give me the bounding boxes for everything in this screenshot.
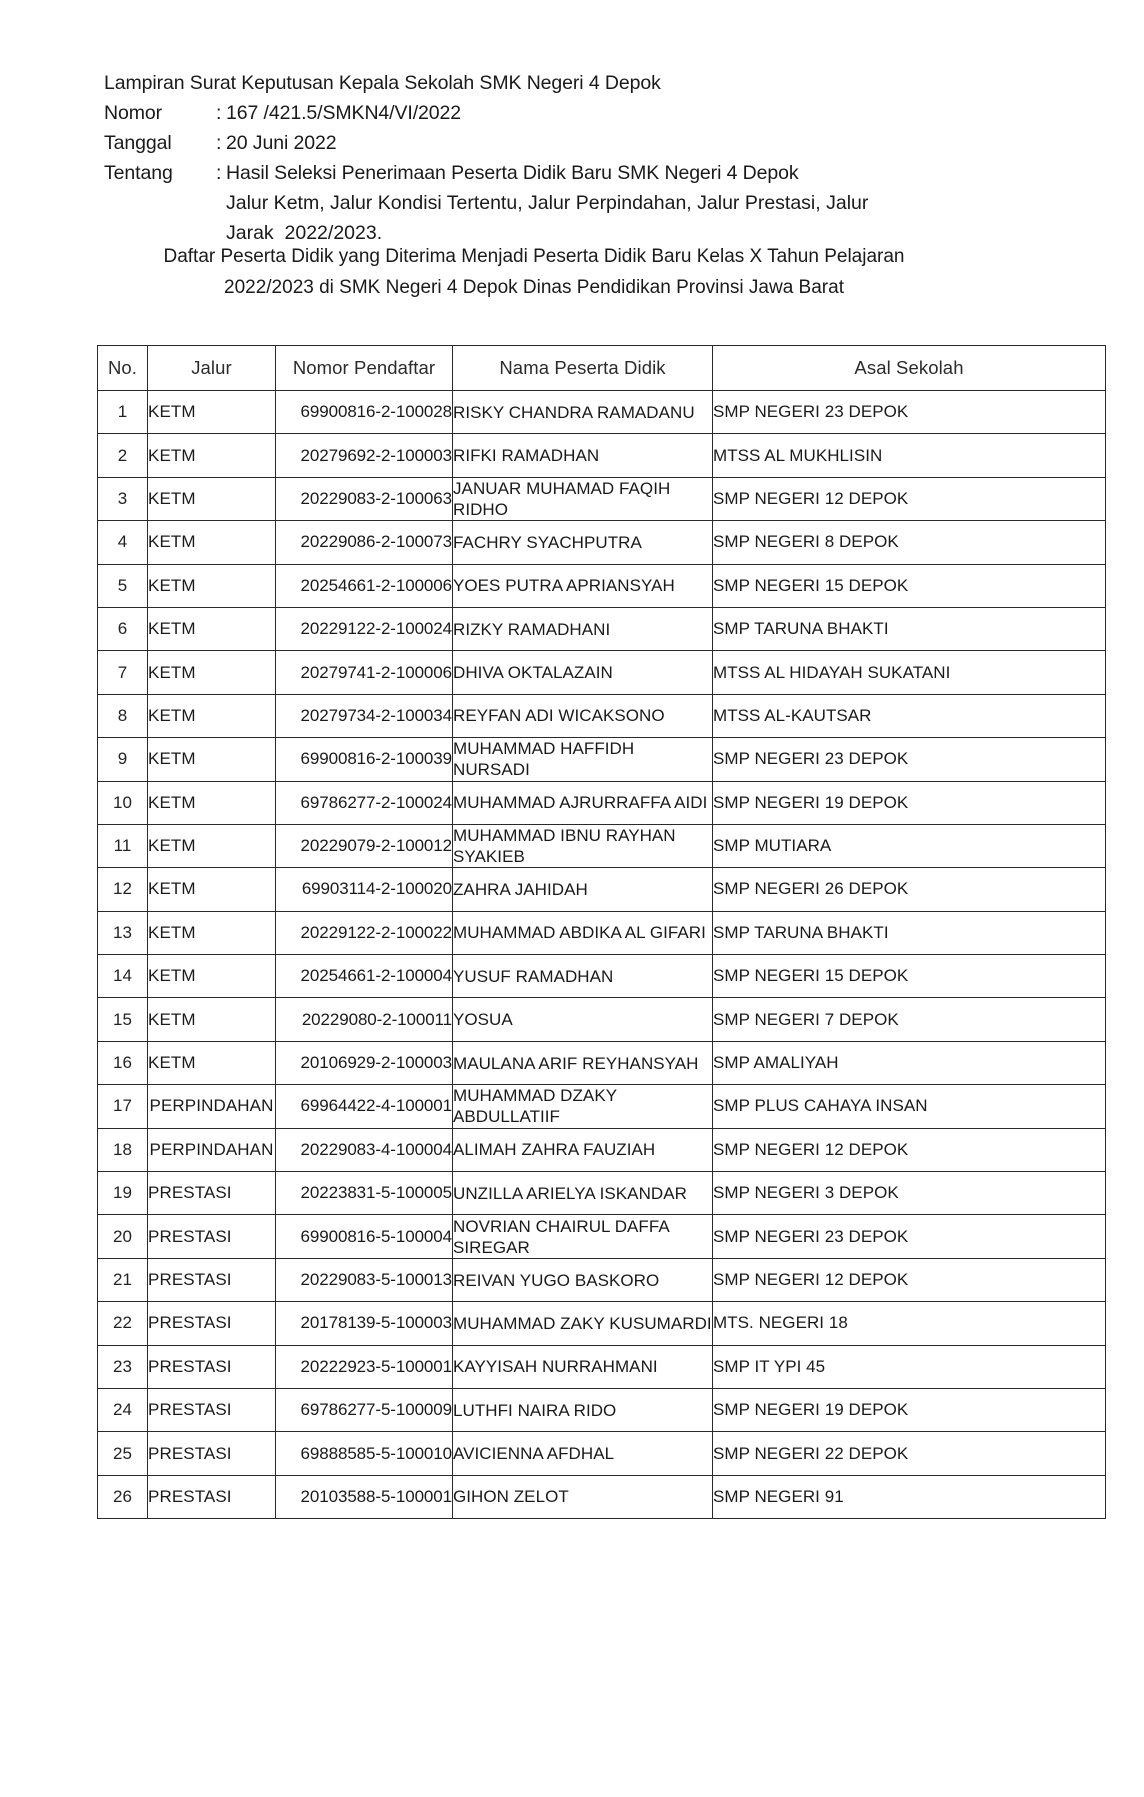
- table-row[interactable]: [98, 1085, 1106, 1128]
- cell-jalur: PRESTASI: [148, 1432, 276, 1475]
- cell-nomor-pendaftar: 20229080-2-100011: [276, 998, 453, 1041]
- cell-jalur: PRESTASI: [148, 1172, 276, 1215]
- cell-asal-sekolah: SMP NEGERI 23 DEPOK: [713, 738, 1106, 781]
- table-row[interactable]: [98, 651, 1106, 694]
- cell-nama-peserta-didik: REIVAN YUGO BASKORO: [453, 1258, 713, 1301]
- table-row[interactable]: [98, 911, 1106, 954]
- cell-nama-peserta-didik: MUHAMMAD IBNU RAYHAN SYAKIEB: [453, 824, 713, 867]
- cell-jalur: PRESTASI: [148, 1475, 276, 1518]
- cell-nomor-pendaftar: 20229083-4-100004: [276, 1128, 453, 1171]
- cell-no: 10: [98, 781, 148, 824]
- cell-nama-peserta-didik: RIFKI RAMADHAN: [453, 434, 713, 477]
- letterhead-label-tanggal: Tanggal: [104, 132, 172, 154]
- table-row[interactable]: [98, 868, 1106, 911]
- table-row[interactable]: [98, 391, 1106, 434]
- cell-no: 6: [98, 607, 148, 650]
- table-row[interactable]: [98, 1128, 1106, 1171]
- cell-asal-sekolah: SMP NEGERI 23 DEPOK: [713, 1215, 1106, 1258]
- cell-jalur: KETM: [148, 564, 276, 607]
- column-header-asal-sekolah: Asal Sekolah: [713, 346, 1106, 391]
- table-row[interactable]: [98, 1172, 1106, 1215]
- letterhead-row-tentang: [104, 158, 1004, 188]
- table-row[interactable]: [98, 1475, 1106, 1518]
- column-header-jalur: Jalur: [148, 346, 276, 391]
- cell-no: 22: [98, 1302, 148, 1345]
- cell-nomor-pendaftar: 20103588-5-100001: [276, 1475, 453, 1518]
- letterhead-colon-tentang: :: [216, 162, 222, 184]
- letterhead-label-nomor: Nomor: [104, 102, 163, 124]
- cell-no: 20: [98, 1215, 148, 1258]
- table-row[interactable]: [98, 477, 1106, 520]
- table-header: [98, 346, 1106, 391]
- cell-no: 19: [98, 1172, 148, 1215]
- table-row[interactable]: [98, 521, 1106, 564]
- cell-nomor-pendaftar: 20254661-2-100006: [276, 564, 453, 607]
- cell-nomor-pendaftar: 69900816-2-100039: [276, 738, 453, 781]
- cell-asal-sekolah: SMP NEGERI 12 DEPOK: [713, 1128, 1106, 1171]
- cell-jalur: KETM: [148, 694, 276, 737]
- cell-no: 17: [98, 1085, 148, 1128]
- column-header-nomor-pendaftar: Nomor Pendaftar: [276, 346, 453, 391]
- cell-nomor-pendaftar: 20222923-5-100001: [276, 1345, 453, 1388]
- cell-asal-sekolah: SMP NEGERI 22 DEPOK: [713, 1432, 1106, 1475]
- cell-jalur: KETM: [148, 738, 276, 781]
- cell-asal-sekolah: SMP MUTIARA: [713, 824, 1106, 867]
- cell-no: 12: [98, 868, 148, 911]
- letterhead-value-tentang: Hasil Seleksi Penerimaan Peserta Didik Baru SMK Negeri 4 Depok: [226, 162, 799, 184]
- cell-no: 23: [98, 1345, 148, 1388]
- cell-asal-sekolah: SMP NEGERI 26 DEPOK: [713, 868, 1106, 911]
- table-row[interactable]: [98, 607, 1106, 650]
- cell-jalur: PRESTASI: [148, 1302, 276, 1345]
- cell-no: 21: [98, 1258, 148, 1301]
- letterhead-colon-nomor: :: [216, 102, 222, 124]
- cell-nama-peserta-didik: MUHAMMAD DZAKY ABDULLATIIF: [453, 1085, 713, 1128]
- cell-nomor-pendaftar: 69888585-5-100010: [276, 1432, 453, 1475]
- letterhead-value-tanggal: 20 Juni 2022: [226, 132, 337, 154]
- table-row[interactable]: [98, 1041, 1106, 1084]
- cell-asal-sekolah: SMP NEGERI 12 DEPOK: [713, 1258, 1106, 1301]
- cell-nama-peserta-didik: GIHON ZELOT: [453, 1475, 713, 1518]
- cell-jalur: PRESTASI: [148, 1258, 276, 1301]
- cell-nomor-pendaftar: 20279734-2-100034: [276, 694, 453, 737]
- table-row[interactable]: [98, 955, 1106, 998]
- cell-nomor-pendaftar: 20229086-2-100073: [276, 521, 453, 564]
- cell-asal-sekolah: MTSS AL-KAUTSAR: [713, 694, 1106, 737]
- cell-nama-peserta-didik: FACHRY SYACHPUTRA: [453, 521, 713, 564]
- cell-jalur: KETM: [148, 607, 276, 650]
- cell-jalur: KETM: [148, 521, 276, 564]
- cell-asal-sekolah: MTSS AL HIDAYAH SUKATANI: [713, 651, 1106, 694]
- table-header-row: [98, 346, 1106, 391]
- cell-no: 26: [98, 1475, 148, 1518]
- cell-nomor-pendaftar: 20229083-5-100013: [276, 1258, 453, 1301]
- cell-jalur: KETM: [148, 781, 276, 824]
- cell-asal-sekolah: SMP NEGERI 23 DEPOK: [713, 391, 1106, 434]
- table-row[interactable]: [98, 824, 1106, 867]
- cell-jalur: KETM: [148, 651, 276, 694]
- cell-nomor-pendaftar: 69900816-5-100004: [276, 1215, 453, 1258]
- cell-nama-peserta-didik: AVICIENNA AFDHAL: [453, 1432, 713, 1475]
- table-row[interactable]: [98, 434, 1106, 477]
- column-header-no: No.: [98, 346, 148, 391]
- table-row[interactable]: [98, 1258, 1106, 1301]
- letterhead-continuation-line-1: Jalur Ketm, Jalur Kondisi Tertentu, Jalur Perpindahan, Jalur Prestasi, Jalur: [226, 192, 869, 214]
- cell-nama-peserta-didik: MAULANA ARIF REYHANSYAH: [453, 1041, 713, 1084]
- cell-nomor-pendaftar: 20229079-2-100012: [276, 824, 453, 867]
- letterhead-label-tentang: Tentang: [104, 162, 173, 184]
- cell-nama-peserta-didik: RISKY CHANDRA RAMADANU: [453, 391, 713, 434]
- cell-nomor-pendaftar: 20279692-2-100003: [276, 434, 453, 477]
- table-row[interactable]: [98, 781, 1106, 824]
- cell-nama-peserta-didik: UNZILLA ARIELYA ISKANDAR: [453, 1172, 713, 1215]
- cell-nama-peserta-didik: RIZKY RAMADHANI: [453, 607, 713, 650]
- cell-nama-peserta-didik: LUTHFI NAIRA RIDO: [453, 1388, 713, 1431]
- cell-no: 14: [98, 955, 148, 998]
- cell-no: 9: [98, 738, 148, 781]
- cell-asal-sekolah: SMP TARUNA BHAKTI: [713, 911, 1106, 954]
- table-row[interactable]: [98, 694, 1106, 737]
- table-body: [98, 391, 1106, 1519]
- table-row[interactable]: [98, 564, 1106, 607]
- letterhead-row-nomor: [104, 98, 1004, 128]
- cell-jalur: PRESTASI: [148, 1215, 276, 1258]
- cell-asal-sekolah: SMP NEGERI 15 DEPOK: [713, 955, 1106, 998]
- table-row[interactable]: [98, 1388, 1106, 1431]
- cell-nomor-pendaftar: 20254661-2-100004: [276, 955, 453, 998]
- cell-asal-sekolah: SMP NEGERI 91: [713, 1475, 1106, 1518]
- cell-no: 8: [98, 694, 148, 737]
- cell-nama-peserta-didik: MUHAMMAD HAFFIDH NURSADI: [453, 738, 713, 781]
- cell-asal-sekolah: MTSS AL MUKHLISIN: [713, 434, 1106, 477]
- cell-nomor-pendaftar: 20178139-5-100003: [276, 1302, 453, 1345]
- cell-no: 11: [98, 824, 148, 867]
- cell-asal-sekolah: SMP NEGERI 8 DEPOK: [713, 521, 1106, 564]
- cell-asal-sekolah: SMP NEGERI 19 DEPOK: [713, 1388, 1106, 1431]
- letterhead-value-nomor: 167 /421.5/SMKN4/VI/2022: [226, 102, 462, 124]
- letterhead-row-tanggal: [104, 128, 1004, 158]
- cell-jalur: PRESTASI: [148, 1345, 276, 1388]
- cell-no: 13: [98, 911, 148, 954]
- cell-nomor-pendaftar: 20279741-2-100006: [276, 651, 453, 694]
- table-row[interactable]: [98, 1432, 1106, 1475]
- cell-asal-sekolah: SMP TARUNA BHAKTI: [713, 607, 1106, 650]
- cell-nomor-pendaftar: 20223831-5-100005: [276, 1172, 453, 1215]
- table-row[interactable]: [98, 1215, 1106, 1258]
- cell-no: 1: [98, 391, 148, 434]
- cell-asal-sekolah: SMP AMALIYAH: [713, 1041, 1106, 1084]
- cell-jalur: KETM: [148, 477, 276, 520]
- letterhead-continuation-line-2: Jarak 2022/2023.: [226, 222, 383, 244]
- cell-no: 2: [98, 434, 148, 477]
- cell-nama-peserta-didik: YOSUA: [453, 998, 713, 1041]
- cell-no: 25: [98, 1432, 148, 1475]
- cell-nama-peserta-didik: JANUAR MUHAMAD FAQIH RIDHO: [453, 477, 713, 520]
- caption-line-1: Daftar Peserta Didik yang Diterima Menjadi Peserta Didik Baru Kelas X Tahun Pelajaran: [163, 246, 905, 267]
- cell-asal-sekolah: MTS. NEGERI 18: [713, 1302, 1106, 1345]
- cell-asal-sekolah: SMP NEGERI 3 DEPOK: [713, 1172, 1106, 1215]
- cell-nama-peserta-didik: MUHAMMAD ZAKY KUSUMARDI: [453, 1302, 713, 1345]
- table-row[interactable]: [98, 1345, 1106, 1388]
- cell-jalur: KETM: [148, 1041, 276, 1084]
- document-caption: [104, 241, 964, 303]
- cell-nama-peserta-didik: MUHAMMAD AJRURRAFFA AIDI: [453, 781, 713, 824]
- cell-no: 18: [98, 1128, 148, 1171]
- letterhead-colon-tanggal: :: [216, 132, 222, 154]
- cell-jalur: KETM: [148, 998, 276, 1041]
- cell-no: 7: [98, 651, 148, 694]
- cell-jalur: KETM: [148, 955, 276, 998]
- student-roster-table: [97, 345, 1106, 1519]
- cell-jalur: PRESTASI: [148, 1388, 276, 1431]
- cell-jalur: KETM: [148, 391, 276, 434]
- letterhead-title: Lampiran Surat Keputusan Kepala Sekolah SMK Negeri 4 Depok: [104, 72, 661, 94]
- cell-nama-peserta-didik: NOVRIAN CHAIRUL DAFFA SIREGAR: [453, 1215, 713, 1258]
- cell-asal-sekolah: SMP NEGERI 19 DEPOK: [713, 781, 1106, 824]
- cell-no: 3: [98, 477, 148, 520]
- cell-no: 4: [98, 521, 148, 564]
- cell-nama-peserta-didik: MUHAMMAD ABDIKA AL GIFARI: [453, 911, 713, 954]
- cell-no: 5: [98, 564, 148, 607]
- cell-asal-sekolah: SMP NEGERI 15 DEPOK: [713, 564, 1106, 607]
- table-row[interactable]: [98, 738, 1106, 781]
- cell-nama-peserta-didik: ZAHRA JAHIDAH: [453, 868, 713, 911]
- cell-nomor-pendaftar: 69786277-5-100009: [276, 1388, 453, 1431]
- cell-nomor-pendaftar: 69903114-2-100020: [276, 868, 453, 911]
- cell-no: 24: [98, 1388, 148, 1431]
- cell-nomor-pendaftar: 20106929-2-100003: [276, 1041, 453, 1084]
- cell-asal-sekolah: SMP NEGERI 12 DEPOK: [713, 477, 1106, 520]
- cell-nomor-pendaftar: 20229122-2-100022: [276, 911, 453, 954]
- cell-jalur: KETM: [148, 824, 276, 867]
- cell-no: 16: [98, 1041, 148, 1084]
- cell-jalur: PERPINDAHAN: [148, 1128, 276, 1171]
- cell-nama-peserta-didik: DHIVA OKTALAZAIN: [453, 651, 713, 694]
- cell-jalur: PERPINDAHAN: [148, 1085, 276, 1128]
- cell-jalur: KETM: [148, 911, 276, 954]
- cell-nomor-pendaftar: 69964422-4-100001: [276, 1085, 453, 1128]
- cell-nama-peserta-didik: ALIMAH ZAHRA FAUZIAH: [453, 1128, 713, 1171]
- cell-nomor-pendaftar: 69900816-2-100028: [276, 391, 453, 434]
- cell-nama-peserta-didik: KAYYISAH NURRAHMANI: [453, 1345, 713, 1388]
- table-row[interactable]: [98, 1302, 1106, 1345]
- column-header-nama-peserta-didik: Nama Peserta Didik: [453, 346, 713, 391]
- caption-line-2: 2022/2023 di SMK Negeri 4 Depok Dinas Pendidikan Provinsi Jawa Barat: [224, 277, 844, 298]
- cell-asal-sekolah: SMP PLUS CAHAYA INSAN: [713, 1085, 1106, 1128]
- cell-jalur: KETM: [148, 434, 276, 477]
- cell-jalur: KETM: [148, 868, 276, 911]
- cell-nama-peserta-didik: YUSUF RAMADHAN: [453, 955, 713, 998]
- cell-asal-sekolah: SMP IT YPI 45: [713, 1345, 1106, 1388]
- cell-nama-peserta-didik: REYFAN ADI WICAKSONO: [453, 694, 713, 737]
- cell-nama-peserta-didik: YOES PUTRA APRIANSYAH: [453, 564, 713, 607]
- cell-nomor-pendaftar: 20229122-2-100024: [276, 607, 453, 650]
- cell-asal-sekolah: SMP NEGERI 7 DEPOK: [713, 998, 1106, 1041]
- cell-no: 15: [98, 998, 148, 1041]
- table-row[interactable]: [98, 998, 1106, 1041]
- cell-nomor-pendaftar: 20229083-2-100063: [276, 477, 453, 520]
- cell-nomor-pendaftar: 69786277-2-100024: [276, 781, 453, 824]
- letterhead: [104, 68, 1004, 248]
